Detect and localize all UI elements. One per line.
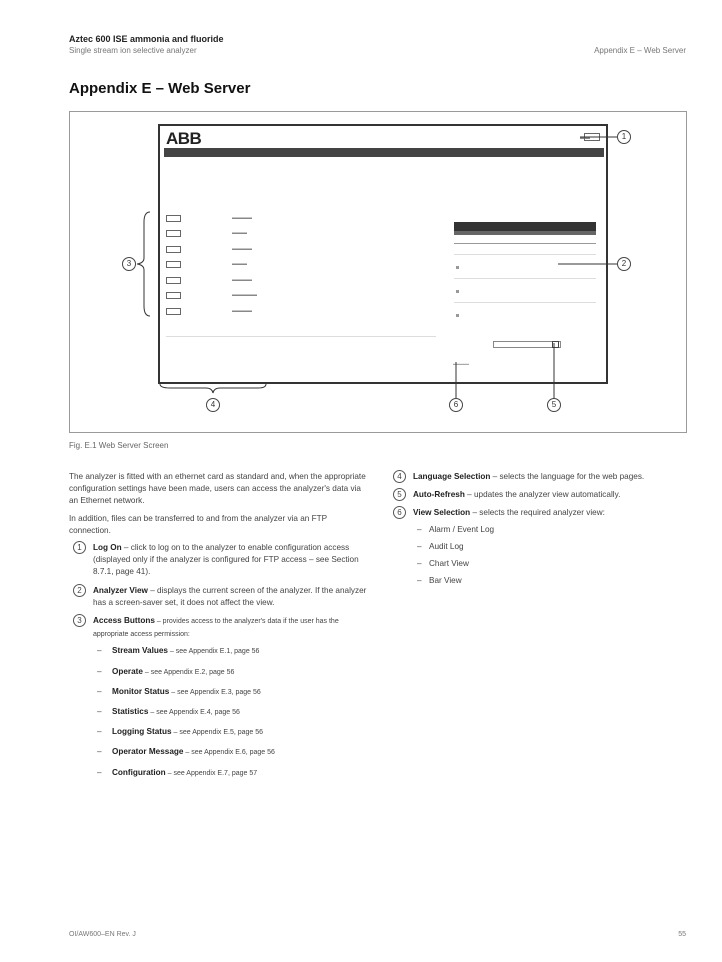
language-label-illustration: ▬▬ [580,135,590,141]
list-item [93,686,367,699]
callout-2: 2 [617,257,631,271]
item-view-selection [389,507,687,587]
left-column [69,471,367,787]
item-title: Auto-Refresh [413,490,465,500]
intro-paragraph: In addition, files can be transferred to and from the analyzer via an FTP connection. [69,513,327,535]
item-number: 4 [393,470,406,483]
header-title: Aztec 600 ISE ammonia and fluoride [69,34,224,44]
callout-3: 3 [122,257,136,271]
list-item [93,706,367,719]
header-subtitle: Single stream ion selective analyzer [69,46,197,55]
header-section: Appendix E – Web Server [594,46,686,55]
item-text: – selects the required analyzer view: [470,508,605,518]
item-number: 1 [73,541,86,554]
access-label-illustration: ▬▬▬▬ [232,308,252,314]
item-text: – click to log on to the analyzer to enable configuration access (displayed only if the analyzer is configured for FTP access – see Section 8.7.1, page 41). [93,543,359,577]
callout-4: 4 [206,398,220,412]
item-title: View Selection [413,508,471,518]
access-label-illustration: ▬▬▬▬ [232,246,252,252]
access-label-illustration: ▬▬▬ [232,230,247,236]
list-item-ref: – see Appendix E.6, page 56 [183,749,275,757]
item-access-buttons [69,615,367,780]
figure-caption: Fig. E.1 Web Server Screen [69,441,169,450]
intro-paragraph: The analyzer is fitted with an ethernet card as standard and, when the appropriate configuration settings have been made, users can access the analyzer's data via an Ethernet network. [69,472,366,506]
list-item [93,666,367,679]
list-item-ref: – see Appendix E.2, page 56 [142,668,235,676]
list-item-name: Operate [112,666,143,676]
access-label-illustration: ▬▬▬▬ [232,215,252,221]
access-label-illustration: ▬▬▬▬ [232,277,252,283]
item-language-selection [389,471,687,483]
item-number: 5 [393,488,406,501]
callout-1: 1 [617,130,631,144]
list-item-ref: – see Appendix E.5, page 56 [171,729,264,737]
list-item: – Audit Log [413,541,687,553]
list-item: – Alarm / Event Log [413,524,687,536]
list-item [93,645,367,658]
footer-doc-id: OI/AW600–EN Rev. J [69,931,136,938]
access-list [93,645,367,779]
right-column [389,471,687,593]
list-item-ref: – see Appendix E.1, page 56 [167,648,260,656]
item-text: – updates the analyzer view automatically. [464,490,621,500]
list-item: – Bar View [413,575,687,587]
item-auto-refresh [389,489,687,501]
item-text: – selects the language for the web pages. [490,472,645,481]
list-item [93,767,367,780]
item-title: Language Selection [413,472,491,481]
list-item [93,726,367,739]
list-item-name: Logging Status [112,727,172,737]
footer-page-number: 55 [678,931,686,938]
page-title: Appendix E – Web Server [69,80,251,97]
item-title: Analyzer View [93,585,148,595]
access-label-illustration: ▬▬▬ [232,261,247,267]
item-number: 3 [73,614,86,627]
list-item-name: Monitor Status [112,686,170,696]
item-log-on [69,542,367,579]
list-item: – Chart View [413,558,687,570]
view-select-illustration: ▬▬▬▬ [453,361,469,366]
item-title: Access Buttons [93,616,155,626]
list-item-name: Operator Message [112,747,184,757]
callout-5: 5 [547,398,561,412]
list-item-name: Statistics [112,707,149,717]
list-item-ref: – see Appendix E.7, page 57 [165,769,258,777]
view-list [413,524,687,588]
access-label-illustration: ▬▬▬▬▬ [232,292,257,298]
abb-logo: ABB [166,129,202,148]
item-number: 6 [393,506,406,519]
item-analyzer-view [69,585,367,609]
list-item [93,746,367,759]
list-item-name: Stream Values [112,646,168,656]
item-text: – provides access to the analyzer's data if the user has the appropriate access permission: [93,618,339,639]
list-item-ref: – see Appendix E.3, page 56 [169,688,261,696]
callout-6: 6 [449,398,463,412]
list-item-ref: – see Appendix E.4, page 56 [148,709,240,717]
item-title: Log On [93,543,122,553]
list-item-name: Configuration [112,767,166,777]
item-text: – displays the current screen of the analyzer. If the analyzer has a screen-saver set, it does not affect the view. [93,585,367,607]
item-number: 2 [73,584,86,597]
